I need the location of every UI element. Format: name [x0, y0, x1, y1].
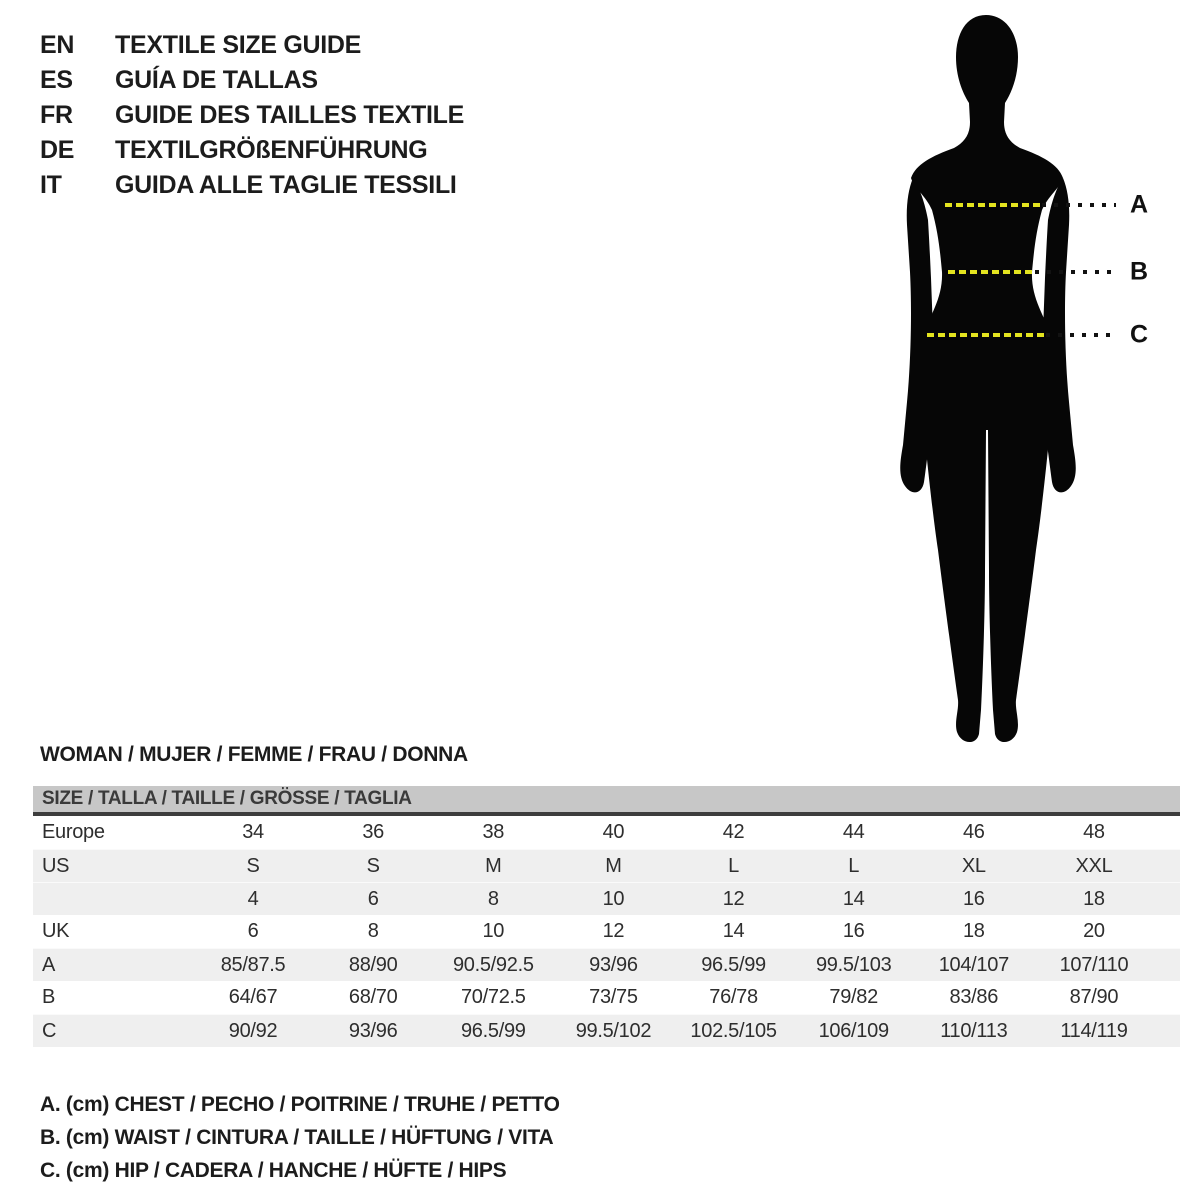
table-cell: 93/96 [589, 953, 638, 976]
silhouette-left-arm [900, 178, 933, 492]
table-cell: 114/119 [1060, 1019, 1128, 1042]
marker-label-c: C [1130, 320, 1149, 349]
table-cell: XL [961, 854, 986, 877]
table-cell: 42 [722, 821, 745, 843]
table-row [33, 948, 1180, 981]
table-row [33, 816, 1180, 849]
row-label: US [42, 854, 70, 877]
language-title: TEXTILE SIZE GUIDE [115, 31, 362, 59]
table-row [33, 915, 1180, 948]
section-title-woman: WOMAN / MUJER / FEMME / FRAU / DONNA [40, 743, 468, 766]
table-cell: 36 [362, 821, 385, 843]
table-row [33, 882, 1180, 915]
table-cell: 70/72.5 [460, 986, 526, 1008]
marker-label-a: A [1130, 190, 1149, 219]
row-label: UK [42, 920, 70, 942]
silhouette-right-arm [1043, 178, 1076, 492]
table-cell: 10 [482, 920, 505, 942]
size-table-header: SIZE / TALLA / TAILLE / GRÖSSE / TAGLIA [33, 786, 1180, 812]
table-cell: 88/90 [348, 953, 398, 976]
table-cell: 40 [602, 821, 625, 843]
table-cell: XXL [1075, 854, 1113, 877]
table-cell: 6 [367, 887, 379, 910]
language-row [40, 168, 464, 203]
table-cell: S [246, 854, 260, 877]
marker-label-b: B [1130, 257, 1149, 286]
table-cell: 12 [722, 887, 745, 910]
table-cell: 87/90 [1069, 986, 1119, 1008]
table-cell: 8 [487, 887, 499, 910]
table-cell: 6 [247, 920, 259, 942]
language-code: EN [40, 31, 75, 59]
legend-line: A. (cm) CHEST / PECHO / POITRINE / TRUHE / PETTO [40, 1093, 560, 1116]
language-title: GUIDA ALLE TAGLIE TESSILI [115, 171, 457, 199]
table-cell: 64/67 [228, 986, 278, 1008]
table-cell: 99.5/103 [815, 953, 892, 976]
table-cell: 68/70 [348, 986, 398, 1008]
row-label: B [42, 986, 56, 1008]
table-cell: 102.5/105 [690, 1019, 777, 1042]
table-cell: 107/110 [1059, 953, 1129, 976]
language-row [40, 133, 464, 168]
table-cell: 83/86 [949, 986, 999, 1008]
table-row [33, 1014, 1180, 1047]
row-label: C [42, 1019, 57, 1042]
table-cell: 76/78 [709, 986, 758, 1008]
table-cell: 4 [247, 887, 259, 910]
language-code: FR [40, 101, 73, 129]
measurement-legend [40, 1088, 560, 1187]
language-row [40, 63, 464, 98]
table-cell: 85/87.5 [220, 953, 286, 976]
legend-line: B. (cm) WAIST / CINTURA / TAILLE / HÜFTUNG / VITA [40, 1126, 554, 1149]
table-cell: 20 [1083, 920, 1105, 942]
table-cell: M [605, 854, 622, 877]
figure-area [858, 10, 1118, 750]
language-title: TEXTILGRÖßENFÜHRUNG [115, 136, 428, 164]
row-label: Europe [42, 821, 105, 843]
language-code: ES [40, 66, 73, 94]
table-cell: 90/92 [228, 1019, 278, 1042]
table-cell: 10 [602, 887, 625, 910]
language-code: DE [40, 136, 75, 164]
language-row [40, 98, 464, 133]
table-cell: 16 [842, 920, 865, 942]
size-table [33, 786, 1180, 1047]
language-row [40, 28, 464, 63]
table-cell: 106/109 [818, 1019, 889, 1042]
table-cell: L [728, 854, 739, 877]
table-cell: 14 [842, 887, 865, 910]
table-cell: 12 [602, 920, 625, 942]
language-code: IT [40, 171, 62, 199]
table-cell: 14 [722, 920, 745, 942]
language-title: GUÍA DE TALLAS [115, 66, 318, 94]
table-cell: 16 [962, 887, 985, 910]
table-cell: L [848, 854, 860, 877]
table-row [33, 981, 1180, 1014]
table-cell: 18 [1083, 887, 1105, 910]
table-cell: 44 [842, 821, 865, 843]
table-cell: 48 [1083, 821, 1105, 843]
table-cell: 79/82 [829, 986, 878, 1008]
table-cell: 38 [482, 821, 505, 843]
table-cell: 93/96 [348, 1019, 398, 1042]
table-cell: 104/107 [938, 953, 1009, 976]
silhouette-body [911, 15, 1063, 742]
table-cell: 96.5/99 [701, 953, 766, 976]
table-row [33, 849, 1180, 882]
table-cell: 96.5/99 [460, 1019, 526, 1042]
woman-silhouette [858, 10, 1118, 750]
table-cell: 8 [367, 920, 379, 942]
table-cell: 99.5/102 [575, 1019, 652, 1042]
table-cell: S [366, 854, 380, 877]
table-cell: 18 [962, 920, 985, 942]
table-cell: 73/75 [589, 986, 638, 1008]
language-title-list [40, 28, 464, 203]
size-table-body [33, 816, 1180, 1047]
table-cell: 90.5/92.5 [452, 953, 534, 976]
table-cell: 110/113 [940, 1019, 1008, 1042]
language-title: GUIDE DES TAILLES TEXTILE [115, 101, 465, 129]
row-label: A [42, 953, 56, 976]
table-cell: 34 [242, 821, 264, 843]
legend-line: C. (cm) HIP / CADERA / HANCHE / HÜFTE / HIPS [40, 1159, 507, 1182]
table-cell: 46 [962, 821, 985, 843]
table-cell: M [485, 854, 502, 877]
